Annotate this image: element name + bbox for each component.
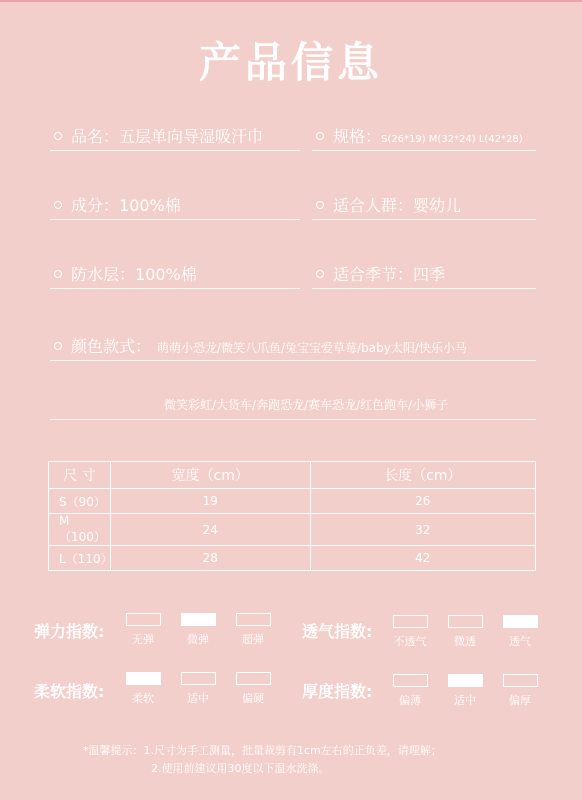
field-material xyxy=(54,193,181,216)
table-cell: S（90） xyxy=(49,489,111,514)
bullet-icon xyxy=(316,201,324,209)
table-row xyxy=(49,514,536,546)
field-spec xyxy=(316,124,523,147)
crowd-label: 适合人群： xyxy=(333,196,414,215)
table-header-cell: 长度（cm） xyxy=(310,462,535,489)
colors-label: 颜色款式： xyxy=(71,337,152,356)
table-cell: 26 xyxy=(310,489,535,514)
field-colors xyxy=(54,334,467,357)
field-season xyxy=(316,262,445,285)
elasticity-label: 弹力指数: xyxy=(34,622,105,641)
bullet-icon xyxy=(54,201,62,209)
softness-option: 柔软 xyxy=(132,692,154,705)
table-header-cell: 尺 寸 xyxy=(49,462,111,489)
table-cell: 19 xyxy=(110,489,310,514)
table-cell: 42 xyxy=(310,546,535,571)
table-cell: 32 xyxy=(310,514,535,546)
waterproof-value: 100%棉 xyxy=(135,265,197,284)
breathability-box xyxy=(503,615,538,628)
bullet-icon xyxy=(54,342,62,350)
table-cell: 28 xyxy=(110,546,310,571)
crowd-value: 婴幼儿 xyxy=(413,196,462,215)
divider xyxy=(50,150,300,151)
softness-label: 柔软指数: xyxy=(34,682,105,701)
breathability-box xyxy=(393,615,428,628)
material-label: 成分： xyxy=(71,196,120,215)
softness-box xyxy=(126,672,161,685)
table-header-cell: 宽度（cm） xyxy=(110,462,310,489)
field-waterproof xyxy=(54,262,197,285)
thickness-label: 厚度指数: xyxy=(302,682,373,701)
season-label: 适合季节： xyxy=(333,265,414,284)
table-header-row xyxy=(49,462,536,489)
field-crowd xyxy=(316,193,461,216)
thickness-box xyxy=(503,674,538,687)
softness-box xyxy=(236,672,271,685)
divider xyxy=(312,288,536,289)
softness-option: 适中 xyxy=(187,692,209,705)
divider xyxy=(50,360,536,361)
divider xyxy=(50,419,536,420)
tips-line-1: *温馨提示：1.尺寸为手工测量，批量裁剪有1cm左右的正负差，请理解； xyxy=(83,744,442,757)
breathability-box xyxy=(448,615,483,628)
elasticity-option: 无弹 xyxy=(132,633,154,646)
tips-line-2: 2.使用前建议用30度以下温水洗涤。 xyxy=(151,762,330,775)
field-name xyxy=(54,124,263,147)
bullet-icon xyxy=(54,270,62,278)
table-row xyxy=(49,546,536,571)
softness-option: 偏硬 xyxy=(242,692,264,705)
spec-value: S(26*19) M(32*24) L(42*28) xyxy=(381,134,523,145)
top-divider xyxy=(0,0,582,2)
table-cell: L（110） xyxy=(49,546,111,571)
breathability-label: 透气指数: xyxy=(302,622,373,641)
colors-line-2: 微笑彩虹/大货车/奔跑恐龙/赛车恐龙/红色跑车/小狮子 xyxy=(164,398,449,412)
thickness-option: 偏厚 xyxy=(509,694,531,707)
bullet-icon xyxy=(316,270,324,278)
thickness-box xyxy=(448,674,483,687)
table-row xyxy=(49,489,536,514)
softness-box xyxy=(181,672,216,685)
breathability-option: 微透 xyxy=(454,635,476,648)
divider xyxy=(312,150,536,151)
elasticity-option: 微弹 xyxy=(187,633,209,646)
elasticity-box xyxy=(181,613,216,626)
bullet-icon xyxy=(54,132,62,140)
waterproof-label: 防水层： xyxy=(71,265,136,284)
thickness-option: 偏薄 xyxy=(399,694,421,707)
season-value: 四季 xyxy=(413,265,446,284)
page-title: 产品信息 xyxy=(198,38,383,87)
name-label: 品名： xyxy=(71,127,120,146)
elasticity-box xyxy=(236,613,271,626)
size-table xyxy=(48,461,536,571)
elasticity-option: 超弹 xyxy=(242,633,264,646)
tips xyxy=(83,742,442,778)
material-value: 100%棉 xyxy=(119,196,181,215)
thickness-box xyxy=(393,674,428,687)
elasticity-box xyxy=(126,613,161,626)
colors-line-1: 萌萌小恐龙/微笑八爪鱼/兔宝宝爱草莓/baby太阳/快乐小马 xyxy=(157,341,467,355)
name-value: 五层单向导湿吸汗巾 xyxy=(119,127,264,146)
bullet-icon xyxy=(316,132,324,140)
table-cell: 24 xyxy=(110,514,310,546)
table-cell: M（100） xyxy=(49,514,111,546)
divider xyxy=(50,219,300,220)
breathability-option: 不透气 xyxy=(393,635,427,648)
breathability-option: 透气 xyxy=(509,635,531,648)
thickness-option: 适中 xyxy=(454,694,476,707)
divider xyxy=(312,219,536,220)
spec-label: 规格： xyxy=(333,127,382,146)
divider xyxy=(50,288,300,289)
